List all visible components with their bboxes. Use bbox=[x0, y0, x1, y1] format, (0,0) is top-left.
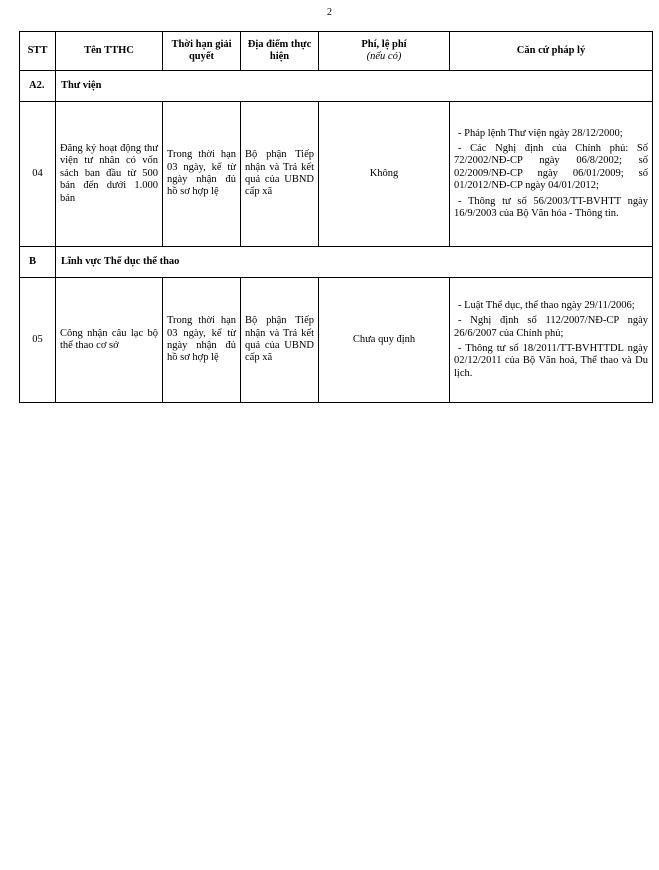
procedure-location: Bộ phận Tiếp nhận và Trả kết quả của UBND cấp xã bbox=[241, 102, 319, 247]
section-title: Lĩnh vực Thể dục thể thao bbox=[56, 247, 653, 278]
header-fee-label: Phí, lệ phí bbox=[361, 38, 407, 50]
section-code: A2. bbox=[20, 71, 56, 102]
row-stt: 05 bbox=[20, 278, 56, 403]
section-code: B bbox=[20, 247, 56, 278]
header-procedure-name: Tên TTHC bbox=[56, 32, 163, 71]
procedure-deadline: Trong thời hạn 03 ngày, kể từ ngày nhận đủ hồ sơ hợp lệ bbox=[163, 278, 241, 403]
table-header-row bbox=[20, 32, 653, 71]
table-row bbox=[20, 102, 653, 247]
section-title: Thư viện bbox=[56, 71, 653, 102]
header-fee bbox=[319, 32, 450, 71]
procedure-fee: Không bbox=[319, 102, 450, 247]
legal-basis-item: - Thông tư số 18/2011/TT-BVHTTDL ngày 02/12/2011 của Bộ Văn hoá, Thể thao và Du lịch. bbox=[454, 343, 648, 379]
legal-basis-item: - Các Nghị định của Chính phủ: Số 72/2002/NĐ-CP ngày 06/8/2002; số 02/2009/NĐ-CP ngày 06/01/2009; số 01/2012/NĐ-CP ngày 04/01/2012; bbox=[454, 143, 648, 192]
header-legal-basis: Căn cứ pháp lý bbox=[450, 32, 653, 71]
procedure-name: Công nhận câu lạc bộ thể thao cơ sở bbox=[56, 278, 163, 403]
table-row bbox=[20, 278, 653, 403]
header-deadline: Thời hạn giải quyết bbox=[163, 32, 241, 71]
procedure-name: Đăng ký hoạt động thư viện tư nhân có vốn sách ban đầu từ 500 bản đến dưới 1.000 bản bbox=[56, 102, 163, 247]
legal-basis-item: - Pháp lệnh Thư viện ngày 28/12/2000; bbox=[458, 127, 623, 139]
procedure-location: Bộ phận Tiếp nhận và Trả kết quả của UBND cấp xã bbox=[241, 278, 319, 403]
header-location: Địa điểm thực hiện bbox=[241, 32, 319, 71]
procedure-legal-basis bbox=[450, 102, 653, 247]
procedure-legal-basis bbox=[450, 278, 653, 403]
header-stt: STT bbox=[20, 32, 56, 71]
procedure-fee: Chưa quy định bbox=[319, 278, 450, 403]
page-number: 2 bbox=[327, 7, 332, 18]
legal-basis-item: - Nghị định số 112/2007/NĐ-CP ngày 26/6/2007 của Chính phủ; bbox=[454, 315, 648, 339]
administrative-procedures-table bbox=[19, 31, 653, 403]
legal-basis-item: - Thông tư số 56/2003/TT-BVHTT ngày 16/9/2003 của Bộ Văn hóa - Thông tin. bbox=[454, 195, 648, 219]
section-row-library bbox=[20, 71, 653, 102]
row-stt: 04 bbox=[20, 102, 56, 247]
procedure-deadline: Trong thời hạn 03 ngày, kể từ ngày nhận đủ hồ sơ hợp lệ bbox=[163, 102, 241, 247]
legal-basis-item: - Luật Thể dục, thể thao ngày 29/11/2006; bbox=[458, 299, 635, 311]
section-row-sports bbox=[20, 247, 653, 278]
header-fee-note: (nếu có) bbox=[366, 51, 402, 62]
